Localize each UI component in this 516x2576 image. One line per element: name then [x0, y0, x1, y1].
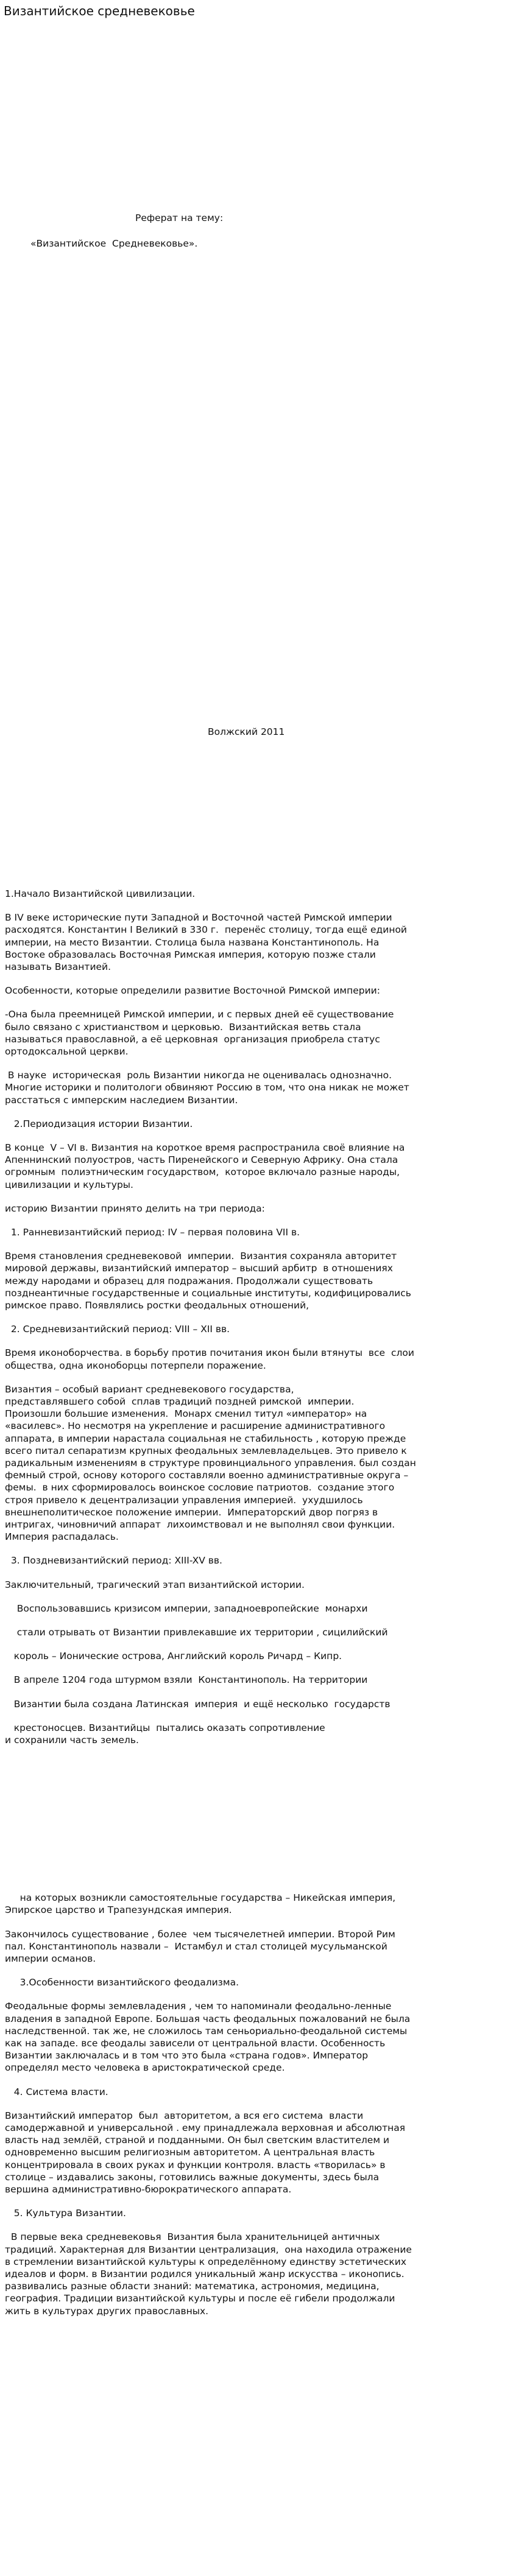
text-line: позднеантичные государственные и социальные институты, кодифицировались — [5, 1288, 411, 1299]
text-line: интригах, чиновничий аппарат лихоимствовал и не выполнял свои функции. — [5, 1519, 395, 1530]
text-line: внешнеполитическое положение империи. Императорский двор погряз в — [5, 1507, 378, 1518]
text-line: всего питал сепаратизм крупных феодальных землевладельцев. Это привело к — [5, 1445, 407, 1456]
text-line: было связано с христианством и церковью. Византийская ветвь стала — [5, 1022, 361, 1033]
text-line: В первые века средневековья Византия была хранительницей античных — [5, 2231, 380, 2242]
text-line: владения в западной Европе. Большая часть феодальных пожалований не была — [5, 2013, 411, 2024]
text-line: столице – издавались законы, готовились важные документы, здесь была — [5, 2172, 380, 2183]
text-line: и сохранили часть земель. — [5, 1735, 139, 1746]
text-line: традиций. Характерная для Византии централизация, она находила отражение — [5, 2244, 412, 2255]
text-line: 1. Ранневизантийский период: IV – первая половина VII в. — [5, 1227, 300, 1238]
cover-city-year: Волжский 2011 — [208, 726, 285, 737]
text-line: Византии заключалась и в том что это была «страна годов». Император — [5, 2050, 369, 2061]
cover-subject-label: Реферат на тему: — [135, 212, 224, 223]
page-title: Византийское средневековье — [4, 4, 195, 18]
text-line: ортодоксальной церкви. — [5, 1046, 129, 1057]
text-line: В конце V – VI в. Византия на короткое время распространила своё влияние на — [5, 1142, 405, 1153]
text-line: Эпирское царство и Трапезундская империя. — [5, 1904, 232, 1915]
text-line: Особенности, которые определили развитие Восточной Римской империи: — [5, 985, 380, 996]
text-line: одновременно высшим религиозным авторитетом. А центральная власть — [5, 2147, 375, 2158]
text-line: Время становления средневековой империи. Византия сохраняла авторитет — [5, 1251, 397, 1262]
text-line: называть Византией. — [5, 961, 111, 972]
text-line: радикальным изменениям в структуре провинциального управления. был создан — [5, 1458, 416, 1469]
text-line: крестоносцев. Византийцы пытались оказать сопротивление — [5, 1722, 325, 1733]
text-line: общества, одна иконоборцы потерпели поражение. — [5, 1360, 266, 1371]
text-line: аппарата, в империи нарастала социальная не стабильность , которую прежде — [5, 1433, 406, 1444]
text-line: Заключительный, трагический этап византийской истории. — [5, 1579, 305, 1590]
text-line: развивались разные области знаний: математика, астрономия, медицина, — [5, 2281, 380, 2292]
text-line: вершина административно-бюрократического аппарата. — [5, 2184, 292, 2195]
text-line: В апреле 1204 года штурмом взяли Константинополь. На территории — [5, 1674, 368, 1685]
text-line: 3.Особенности византийского феодализма. — [5, 1977, 239, 1988]
text-line: Византийский император был авторитетом, а вся его система власти — [5, 2110, 364, 2121]
text-line: Византии была создана Латинская империя и ещё несколько государств — [5, 1699, 391, 1710]
text-line: Востоке образовалась Восточная Римская империя, которую позже стали — [5, 949, 376, 960]
text-line: 3. Поздневизантийский период: XIII-XV вв. — [5, 1555, 222, 1566]
text-line: жить в культурах других православных. — [5, 2306, 209, 2317]
cover-topic-title: «Византийское Средневековье». — [30, 238, 198, 249]
text-line: Закончилось существование , более чем тысячелетней империи. Второй Рим — [5, 1929, 395, 1940]
text-line: Апеннинский полуостров, часть Пиренейского и Северную Африку. Она стала — [5, 1154, 398, 1165]
text-line: власть над землёй, страной и подданными. Он был светским властителем и — [5, 2135, 390, 2146]
text-line: пал. Константинополь назвали – Истамбул и стал столицей мусульманской — [5, 1941, 387, 1952]
text-line: -Она была преемницей Римской империи, и с первых дней её существование — [5, 1009, 394, 1020]
text-line: между народами и образец для подражания. Продолжали существовать — [5, 1276, 373, 1286]
text-line: римское право. Появлялись ростки феодальных отношений, — [5, 1300, 309, 1311]
text-line: представлявшего собой сплав традиций поздней римской империи. — [5, 1396, 355, 1407]
text-line: фемный строй, основу которого составляли военно административные округа – — [5, 1470, 409, 1481]
text-line: 2. Средневизантийский период: VIII – XII вв. — [5, 1324, 230, 1335]
text-line: самодержавной и универсальной . ему принадлежала верховная и абсолютная — [5, 2122, 406, 2133]
text-line: Воспользовавшись кризисом империи, западноевропейские монархи — [5, 1603, 368, 1614]
text-line: как на западе. все феодалы зависели от центральной власти. Особенность — [5, 2038, 386, 2049]
text-line: 4. Система власти. — [5, 2086, 108, 2097]
text-line: 1.Начало Византийской цивилизации. — [5, 888, 196, 899]
text-line: 5. Культура Византии. — [5, 2208, 126, 2219]
text-line: «василевс». Но несмотря на укрепление и расширение административного — [5, 1420, 386, 1431]
text-line: Произошли большие изменения. Монарх сменил титул «император» на — [5, 1408, 367, 1419]
text-line: Время иконоборчества. в борьбу против почитания икон были втянуты все слои — [5, 1347, 414, 1358]
text-line: строя привело к децентрализации управления империей. ухудшилось — [5, 1495, 363, 1506]
text-line: концентрировала в своих руках и функции контроля. власть «творилась» в — [5, 2160, 386, 2171]
text-line: наследственной. так же, не сложилось там сеньориально-феодальной системы — [5, 2026, 408, 2037]
text-line: король – Ионические острова, Английский король Ричард – Кипр. — [5, 1651, 342, 1662]
text-line: идеалов и форм. в Византии родился уникальный жанр искусства – иконопись. — [5, 2269, 405, 2279]
text-line: цивилизации и культуры. — [5, 1179, 133, 1190]
text-line: В IV веке исторические пути Западной и Восточной частей Римской империи — [5, 912, 392, 923]
text-line: на которых возникли самостоятельные государства – Никейская империя, — [5, 1892, 396, 1903]
text-line: Многие историки и политологи обвиняют Россию в том, что она никак не может — [5, 1082, 409, 1093]
text-line: империи османов. — [5, 1953, 96, 1964]
text-line: Империя распадалась. — [5, 1531, 119, 1542]
text-line: фемы. в них сформировалось воинское сословие патриотов. создание этого — [5, 1482, 395, 1493]
text-line: Феодальные формы землевладения , чем то напоминали феодально-ленные — [5, 2001, 392, 2012]
text-line: стали отрывать от Византии привлекавшие их территории , сицилийский — [5, 1627, 388, 1638]
text-line: Византия – особый вариант средневекового государства, — [5, 1384, 294, 1395]
text-line: расстаться с имперским наследием Византии. — [5, 1095, 238, 1106]
text-line: мировой державы, византийский император – высший арбитр в отношениях — [5, 1263, 393, 1274]
text-line: называться православной, а её церковная организация приобрела статус — [5, 1034, 380, 1045]
text-line: расходятся. Константин I Великий в 330 г. перенёс столицу, тогда ещё единой — [5, 924, 408, 935]
text-line: в стремлении византийской культуры к определённому единству эстетических — [5, 2256, 407, 2267]
text-line: 2.Периодизация истории Византии. — [5, 1118, 193, 1129]
text-line: империи, на место Византии. Столица была названа Константинополь. На — [5, 937, 380, 948]
text-line: география. Традиции византийской культуры и после её гибели продолжали — [5, 2293, 395, 2304]
text-line: определял место человека в аристократической среде. — [5, 2062, 285, 2073]
text-line: историю Византии принято делить на три периода: — [5, 1203, 265, 1214]
text-line: В науке историческая роль Византии никогда не оценивалась однозначно. — [5, 1070, 392, 1081]
text-line: огромным полиэтническим государством, которое включало разные народы, — [5, 1167, 400, 1177]
